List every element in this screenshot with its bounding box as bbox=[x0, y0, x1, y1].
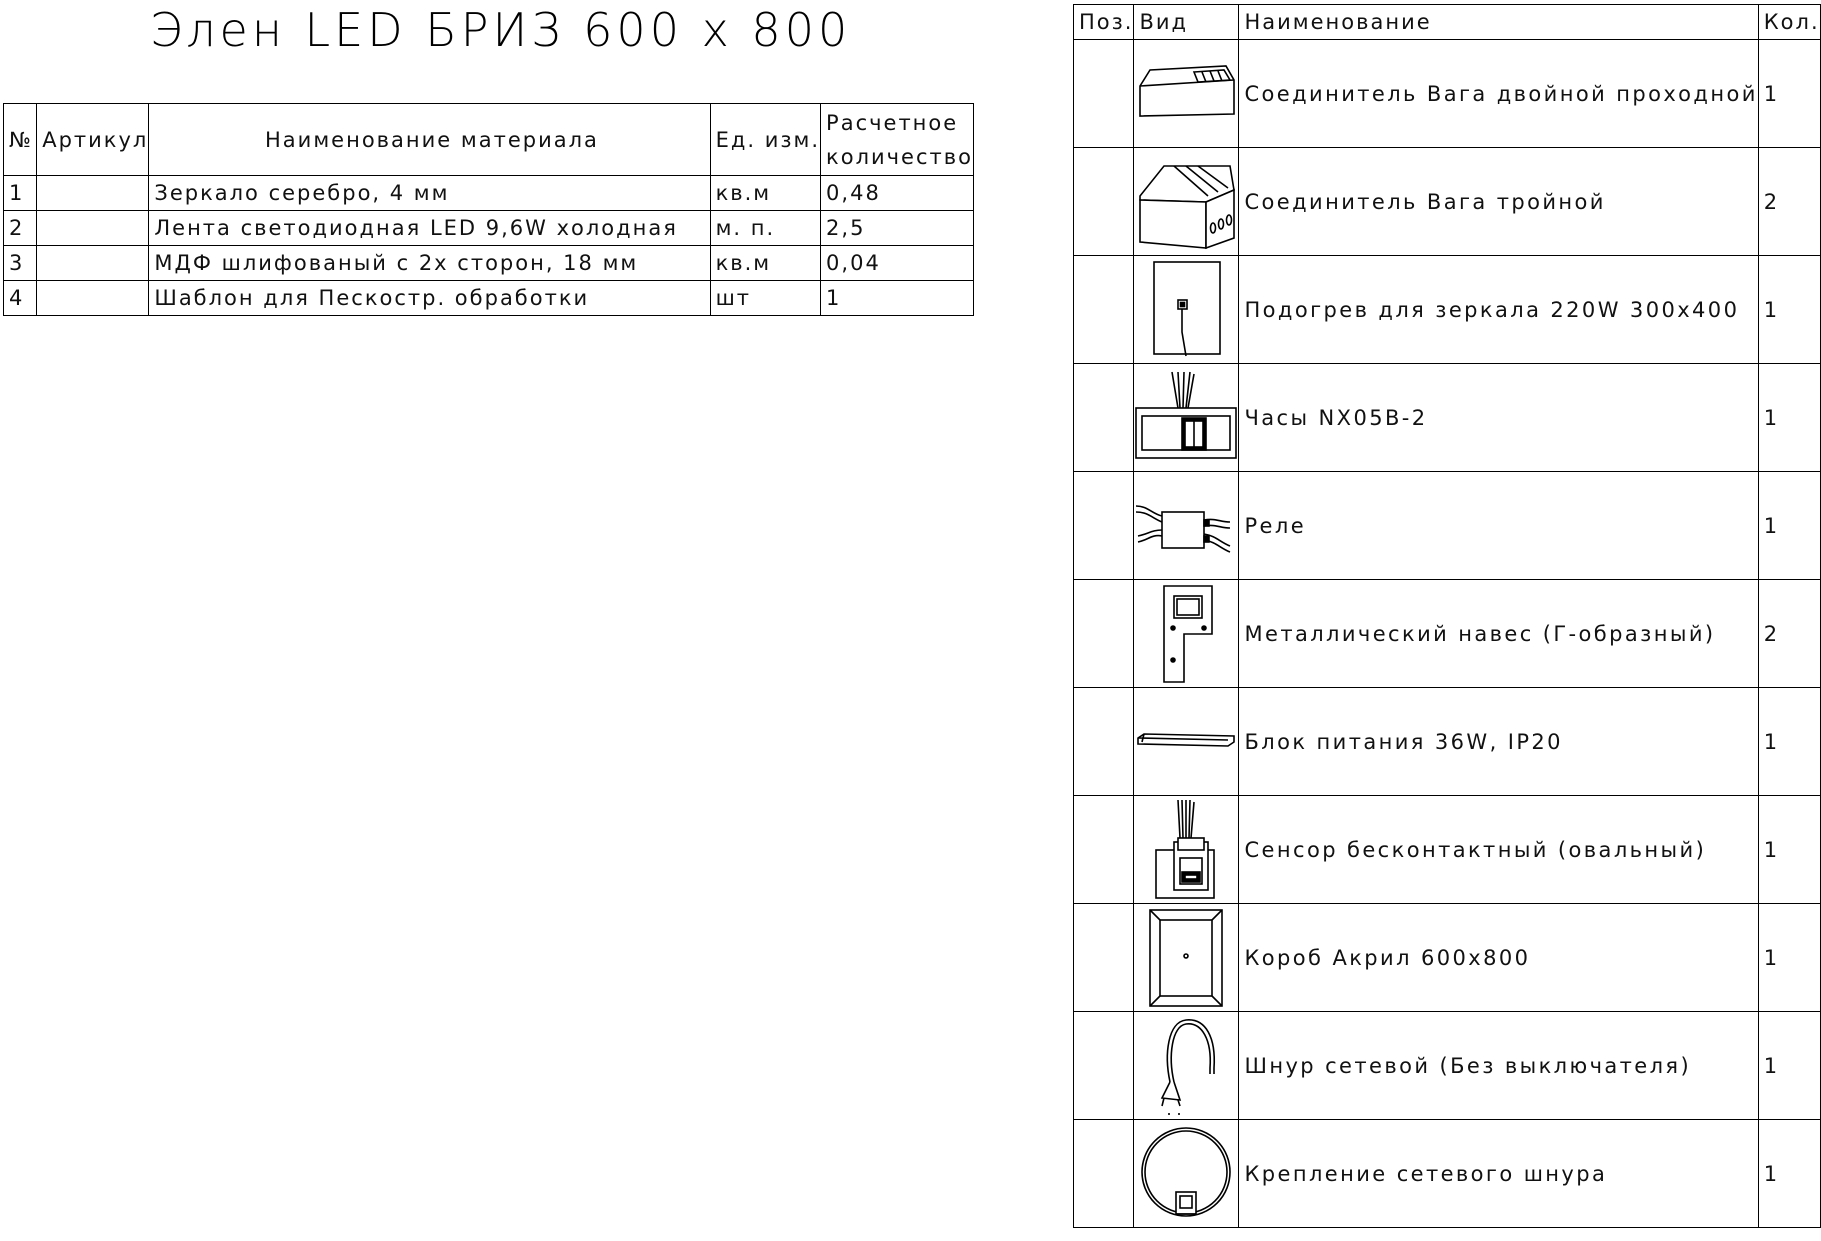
row-material-name: Лента светодиодная LED 9,6W холодная bbox=[149, 211, 710, 246]
row-qty: 0,48 bbox=[821, 176, 974, 211]
row-qty: 1 bbox=[1758, 256, 1820, 364]
table-row bbox=[1074, 256, 1821, 364]
row-article bbox=[37, 211, 149, 246]
row-material-name: Зеркало серебро, 4 мм bbox=[149, 176, 710, 211]
row-qty: 2 bbox=[1758, 580, 1820, 688]
connector-triple-icon bbox=[1134, 148, 1239, 256]
row-qty: 1 bbox=[1758, 1012, 1820, 1120]
table-row bbox=[1074, 40, 1821, 148]
table-row bbox=[4, 246, 974, 281]
touch-sensor-icon bbox=[1134, 796, 1239, 904]
acrylic-box-icon bbox=[1134, 904, 1239, 1012]
row-component-name: Соединитель Вага тройной bbox=[1239, 148, 1758, 256]
row-article bbox=[37, 281, 149, 316]
row-component-name: Часы NX05B-2 bbox=[1239, 364, 1758, 472]
table-row bbox=[4, 176, 974, 211]
row-pos bbox=[1074, 904, 1134, 1012]
components-spec-table bbox=[1073, 4, 1821, 1228]
row-component-name: Шнур сетевой (Без выключателя) bbox=[1239, 1012, 1758, 1120]
table-row bbox=[1074, 364, 1821, 472]
row-pos bbox=[1074, 40, 1134, 148]
metal-hanger-icon bbox=[1134, 580, 1239, 688]
row-pos bbox=[1074, 364, 1134, 472]
header-unit: Ед. изм. bbox=[710, 104, 820, 176]
table-row bbox=[1074, 1120, 1821, 1228]
row-unit: м. п. bbox=[710, 211, 820, 246]
header-material-name: Наименование материала bbox=[149, 104, 710, 176]
header-qty: Кол. bbox=[1758, 5, 1820, 40]
row-qty: 1 bbox=[1758, 40, 1820, 148]
materials-header-row bbox=[4, 104, 974, 176]
row-qty: 1 bbox=[1758, 364, 1820, 472]
power-cord-icon bbox=[1134, 1012, 1239, 1120]
row-num: 2 bbox=[4, 211, 37, 246]
row-qty: 1 bbox=[1758, 472, 1820, 580]
row-component-name: Крепление сетевого шнура bbox=[1239, 1120, 1758, 1228]
header-pos: Поз. bbox=[1074, 5, 1134, 40]
row-material-name: МДФ шлифованый с 2х сторон, 18 мм bbox=[149, 246, 710, 281]
table-row bbox=[4, 211, 974, 246]
table-row bbox=[1074, 904, 1821, 1012]
row-material-name: Шаблон для Пескостр. обработки bbox=[149, 281, 710, 316]
row-component-name: Подогрев для зеркала 220W 300x400 bbox=[1239, 256, 1758, 364]
row-component-name: Блок питания 36W, IP20 bbox=[1239, 688, 1758, 796]
row-qty: 0,04 bbox=[821, 246, 974, 281]
row-unit: кв.м bbox=[710, 176, 820, 211]
table-row bbox=[1074, 1012, 1821, 1120]
materials-table bbox=[3, 103, 974, 316]
header-article: Артикул bbox=[37, 104, 149, 176]
table-row bbox=[1074, 148, 1821, 256]
row-pos bbox=[1074, 1012, 1134, 1120]
header-name: Наименование bbox=[1239, 5, 1758, 40]
row-num: 1 bbox=[4, 176, 37, 211]
clock-module-icon bbox=[1134, 364, 1239, 472]
row-qty: 1 bbox=[1758, 796, 1820, 904]
row-qty: 1 bbox=[1758, 904, 1820, 1012]
table-row bbox=[1074, 688, 1821, 796]
row-qty: 1 bbox=[1758, 1120, 1820, 1228]
row-pos bbox=[1074, 1120, 1134, 1228]
row-component-name: Сенсор бесконтактный (овальный) bbox=[1239, 796, 1758, 904]
row-unit: кв.м bbox=[710, 246, 820, 281]
row-article bbox=[37, 246, 149, 281]
relay-icon bbox=[1134, 472, 1239, 580]
row-component-name: Короб Акрил 600x800 bbox=[1239, 904, 1758, 1012]
row-article bbox=[37, 176, 149, 211]
row-pos bbox=[1074, 580, 1134, 688]
row-qty: 1 bbox=[821, 281, 974, 316]
mirror-heater-icon bbox=[1134, 256, 1239, 364]
row-qty: 2 bbox=[1758, 148, 1820, 256]
row-component-name: Соединитель Вага двойной проходной bbox=[1239, 40, 1758, 148]
power-supply-icon bbox=[1134, 688, 1239, 796]
row-num: 3 bbox=[4, 246, 37, 281]
row-pos bbox=[1074, 148, 1134, 256]
connector-double-icon bbox=[1134, 40, 1239, 148]
row-pos bbox=[1074, 688, 1134, 796]
row-qty: 1 bbox=[1758, 688, 1820, 796]
header-view: Вид bbox=[1134, 5, 1239, 40]
row-pos bbox=[1074, 472, 1134, 580]
document-title: Элен LED БРИЗ 600 x 800 bbox=[150, 3, 852, 57]
row-component-name: Металлический навес (Г-образный) bbox=[1239, 580, 1758, 688]
cord-clamp-icon bbox=[1134, 1120, 1239, 1228]
row-component-name: Реле bbox=[1239, 472, 1758, 580]
row-num: 4 bbox=[4, 281, 37, 316]
row-pos bbox=[1074, 256, 1134, 364]
header-qty bbox=[821, 104, 974, 176]
table-row bbox=[1074, 580, 1821, 688]
row-unit: шт bbox=[710, 281, 820, 316]
header-qty-line1: Расчетное bbox=[826, 110, 959, 135]
table-row bbox=[4, 281, 974, 316]
header-qty-line2: количество bbox=[826, 144, 973, 169]
table-row bbox=[1074, 472, 1821, 580]
spec-header-row bbox=[1074, 5, 1821, 40]
header-num: № bbox=[4, 104, 37, 176]
row-qty: 2,5 bbox=[821, 211, 974, 246]
row-pos bbox=[1074, 796, 1134, 904]
table-row bbox=[1074, 796, 1821, 904]
